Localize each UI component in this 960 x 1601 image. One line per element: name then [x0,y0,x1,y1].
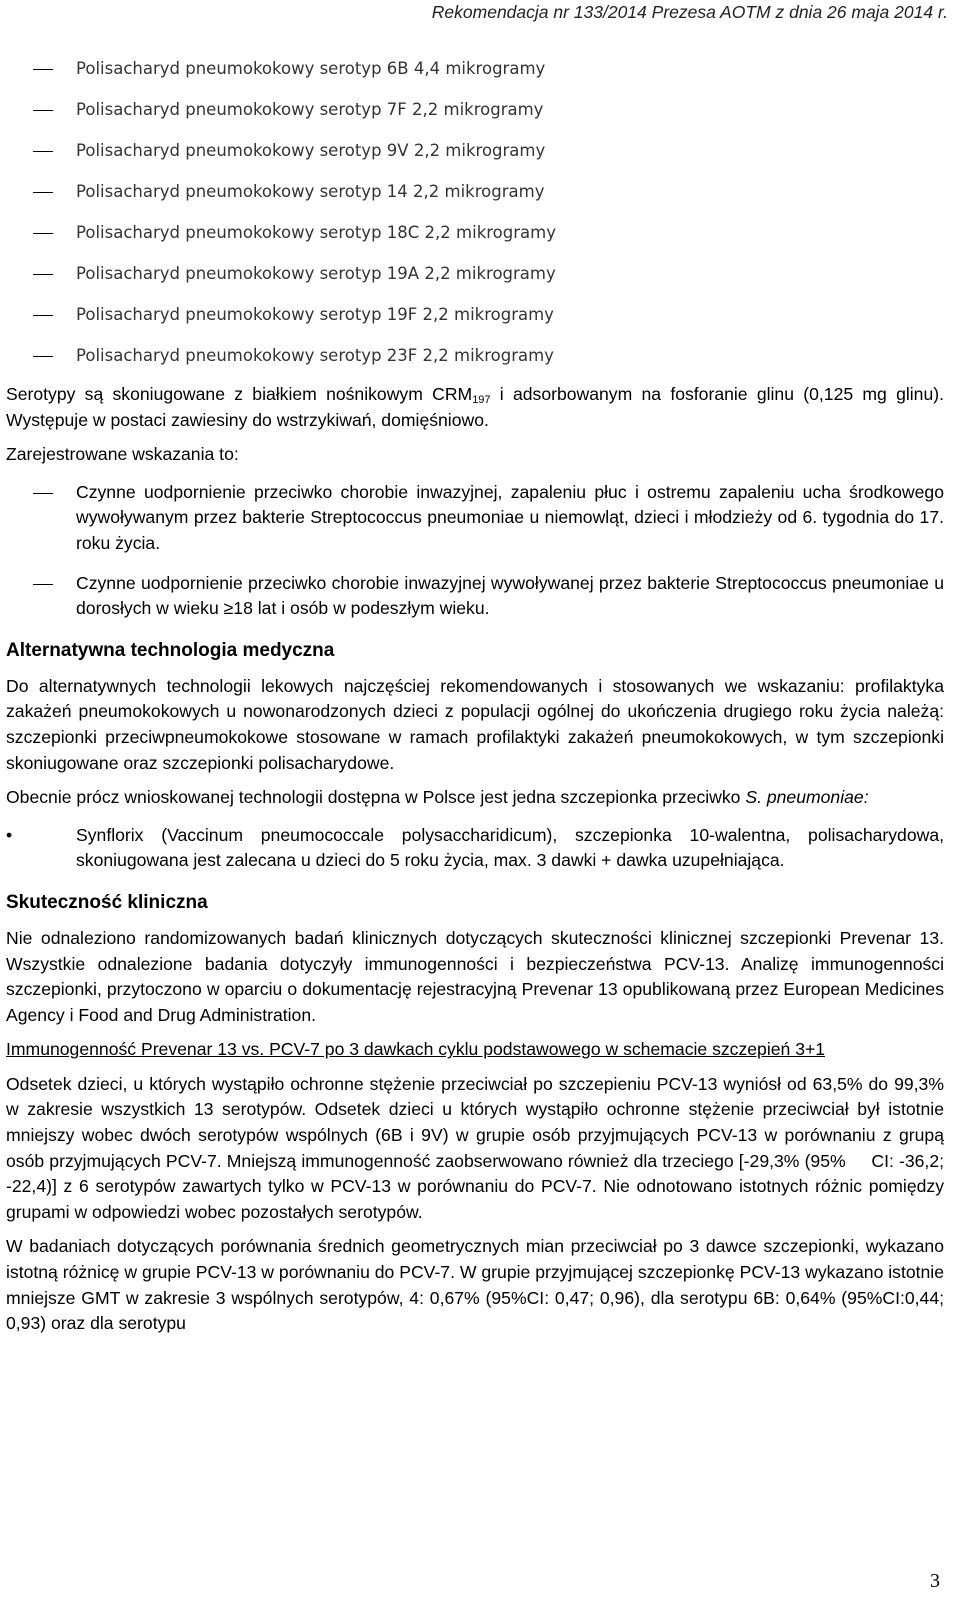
document-body [6,56,949,1346]
serotype-list [6,56,944,384]
list-item: Polisacharyd pneumokokowy serotyp 18C 2,2 mikrogramy [6,220,944,261]
dash-bullet-icon [33,315,53,316]
dash-bullet-icon [33,151,53,152]
conjugation-paragraph: Serotypy są skoniugowane z białkiem nośnikowym $CRM_{197}$ i adsorbowanym na fosforanie glinu (0,125 mg glinu). Występuje w postaci zawiesiny do wstrzykiwań, domięśniowo. [6,384,944,430]
paragraph: Odsetek dzieci, u których wystąpiło ochronne stężenie przeciwciał po szczepieniu PCV-13 wyniósł od 63,5% do 99,3% w zakresie wszystkich 13 serotypów. Odsetek dzieci u których wystąpiło ochronne stężenie przeciwciał był istotnie mniejszy wobec dwóch serotypów wspólnych (6B i 9V) w grupie osób przyjmujących PCV-13 w porównaniu z grupą osób przyjmujących PCV-7. Mniejszą immunogenność zaobserwowano również dla trzeciego [-29,3% (95% CI: -36,2; -22,4)] z 6 serotypów zawartych tylko w PCV-13 w porównaniu do PCV-7. Nie odnotowano istotnych różnic pomiędzy grupami w odpowiedzi wobec pozostałych serotypów. [6,1073,949,1222]
dash-bullet-icon [33,69,53,70]
paragraph: Nie odnaleziono randomizowanych badań klinicznych dotyczących skuteczności klinicznej szczepionki Prevenar 13. Wszystkie odnalezione badania dotyczyły immunogenności i bezpieczeństwa PCV-13. Analizę immunogenności szczepionki, przytoczono w oparciu o dokumentację rejestracyjną Prevenar 13 opublikowaną przez European Medicines Agency i Food and Drug Administration. [6,927,944,1025]
subsection-heading: Immunogenność Prevenar 13 vs. PCV-7 po 3 dawkach cyklu podstawowego w schemacie szczepień 3+1 [6,1039,826,1060]
list-item: Polisacharyd pneumokokowy serotyp 6B 4,4 mikrogramy [6,56,944,97]
list-item: Polisacharyd pneumokokowy serotyp 9V 2,2 mikrogramy [6,138,944,179]
list-item: Polisacharyd pneumokokowy serotyp 19A 2,2 mikrogramy [6,261,944,302]
list-item: Polisacharyd pneumokokowy serotyp 23F 2,2 mikrogramy [6,343,944,384]
list-item: Polisacharyd pneumokokowy serotyp 14 2,2 mikrogramy [6,179,944,220]
dash-bullet-icon [33,493,53,494]
section-heading: Skuteczność kliniczna [6,891,208,913]
dash-bullet-icon [33,110,53,111]
page-number: 3 [930,1570,940,1592]
list-item: Polisacharyd pneumokokowy serotyp 19F 2,2 mikrogramy [6,302,944,343]
paragraph: Do alternatywnych technologii lekowych najczęściej rekomendowanych i stosowanych we wskazaniu: profilaktyka zakażeń pneumokokowych u nowonarodzonych dzieci z populacji ogólnej do ukończenia drugiego roku życia należą: szczepionki przeciwpneumokokowe stosowane w ramach profilaktyki zakażeń pneumokokowych, w tym szczepionki skoniugowane oraz szczepionki polisacharydowe. [6,675,944,773]
dash-bullet-icon [33,192,53,193]
indications-list [6,480,944,622]
document-header: Rekomendacja nr 133/2014 Prezesa AOTM z dnia 26 maja 2014 r. [431,2,948,22]
section-heading: Alternatywna technologia medyczna [6,639,335,661]
list-item: • Synflorix (Vaccinum pneumococcale polysaccharidicum), szczepionka 10-walentna, polisacharydowa, skoniugowana jest zalecana u dzieci do 5 roku życia, max. 3 dawki + dawka uzupełniająca. [6,824,944,871]
dash-bullet-icon [33,584,53,585]
list-item: Czynne uodpornienie przeciwko chorobie inwazyjnej wywoływanej przez bakterie Streptococcus pneumoniae u dorosłych w wieku ≥18 lat i osób w podeszłym wieku. [6,571,944,622]
dash-bullet-icon [33,274,53,275]
paragraph: W badaniach dotyczących porównania średnich geometrycznych mian przeciwciał po 3 dawce szczepionki, wykazano istotną różnicę w grupie PCV-13 w porównaniu do PCV-7. W grupie przyjmującej szczepionkę PCV-13 wykazano istotnie mniejsze GMT w zakresie 3 wspólnych serotypów, 4: 0,67% (95%CI: 0,47; 0,96), dla serotypu 6B: 0,64% (95%CI:0,44; 0,93) oraz dla serotypu [6,1236,944,1334]
dash-bullet-icon [33,356,53,357]
list-item: Czynne uodpornienie przeciwko chorobie inwazyjnej, zapaleniu płuc i ostremu zapaleniu ucha środkowego wywoływanym przez bakterie Streptococcus pneumoniae u niemowląt, dzieci i młodzieży od 6. tygodnia do 17. roku życia. [6,480,944,557]
paragraph: Obecnie prócz wnioskowanej technologii dostępna w Polsce jest jedna szczepionka przeciwko S. pneumoniae: [6,787,869,808]
dash-bullet-icon [33,233,53,234]
bullet-icon: • [6,824,13,845]
indications-intro: Zarejestrowane wskazania to: [6,444,239,465]
list-item: Polisacharyd pneumokokowy serotyp 7F 2,2 mikrogramy [6,97,944,138]
